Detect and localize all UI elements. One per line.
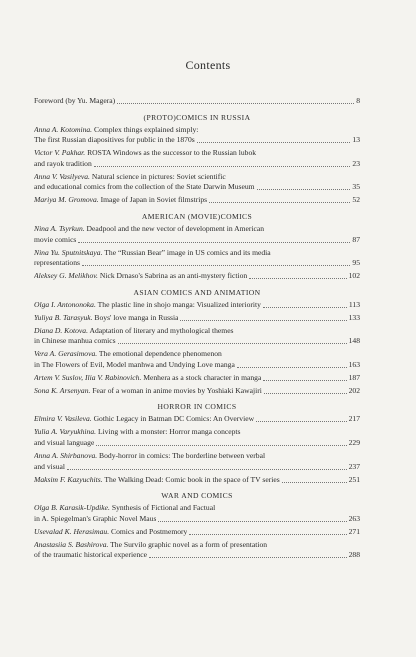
dot-leader [189, 534, 346, 535]
entry-title-line: Adaptation of literary and mythological themes [89, 325, 234, 335]
page-number: 35 [352, 182, 360, 192]
page-number: 8 [356, 96, 360, 105]
dot-leader [197, 142, 351, 143]
toc-entry[interactable] [34, 349, 360, 370]
page-number: 23 [352, 158, 360, 168]
entry-author: Vera A. Gerasimova. [34, 349, 98, 359]
entry-title-line: The first Russian diapositives for public in the 1870s [34, 135, 195, 145]
page-number: 187 [348, 372, 360, 382]
page-title: Contents [185, 58, 231, 72]
section-heading: HORROR IN COMICS [157, 402, 237, 412]
page-number: 163 [348, 359, 360, 369]
toc-sections [34, 113, 360, 561]
section-heading: WAR AND COMICS [161, 491, 233, 501]
entry-title-line: in A. Spiegelman's Graphic Novel Maus [34, 513, 157, 523]
entry-author: Maksim F. Kazyuchits. [34, 474, 103, 484]
page-number: 113 [348, 299, 360, 309]
entry-title-line: and visual [34, 461, 66, 471]
dot-leader [96, 445, 346, 446]
toc-entry[interactable] [34, 300, 360, 311]
toc-entry[interactable] [34, 326, 360, 347]
entry-title-line: and visual language [34, 437, 95, 447]
entry-author: Artem V. Suslov, Ilia V. Rabinovich. [34, 372, 142, 382]
entry-title-line: and educational comics from the collection of the State Darwin Museum [34, 182, 255, 192]
entry-author: Victor V. Pakhar. [34, 148, 86, 158]
dot-leader [263, 380, 346, 381]
toc-entry[interactable] [34, 224, 360, 245]
entry-title-line: The emotional dependence phenomenon [98, 349, 222, 359]
entry-title-line: Menhera as a stock character in manga [143, 372, 262, 382]
toc-entry[interactable] [34, 475, 360, 486]
entry-title-line: in The Flowers of Evil, Model manhwa and Undying Love manga [34, 359, 235, 369]
entry-title-line: Deadpool and the new vector of development in American [86, 223, 265, 233]
page-number: 95 [352, 258, 360, 268]
entry-title-line: Gothic Legacy in Batman DC Comics: An Overview [93, 414, 255, 424]
toc-entry[interactable] [34, 427, 360, 448]
entry-author: Mariya M. Gromova. [34, 195, 99, 205]
entry-title-line: movie comics [34, 234, 77, 244]
toc-entry[interactable] [34, 451, 360, 472]
entry-title-line: Nick Drnaso's Sabrina as an anti-mystery fiction [99, 271, 248, 281]
entry-author: Diana D. Kotova. [34, 325, 88, 335]
entry-title-line: Body-horror in comics: The borderline between verbal [99, 450, 266, 460]
entry-title-line: The plastic line in shojo manga: Visualized interiority [97, 299, 261, 309]
table-of-contents [34, 96, 360, 563]
page-number: 271 [348, 526, 360, 536]
page-number: 52 [352, 195, 360, 205]
page-number: 102 [348, 271, 360, 281]
dot-leader [149, 557, 347, 558]
toc-entry[interactable] [34, 527, 360, 538]
entry-title: Foreword (by Yu. Magera) [34, 96, 116, 105]
dot-leader [249, 278, 346, 279]
entry-title-line: representations [34, 258, 80, 268]
toc-entry[interactable] [34, 125, 360, 146]
page-number: 263 [348, 513, 360, 523]
page-number: 251 [348, 474, 360, 484]
entry-author: Yulia A. Varyukhina. [34, 427, 97, 437]
section-heading: (PROTO)COMICS IN RUSSIA [143, 112, 251, 122]
dot-leader [257, 189, 351, 190]
toc-entry[interactable] [34, 172, 360, 193]
dot-leader [118, 343, 347, 344]
entry-title-line: Fear of a woman in anime movies by Yoshiaki Kawajiri [92, 385, 262, 395]
dot-leader [94, 166, 351, 167]
toc-entry[interactable] [34, 503, 360, 524]
page-number: 217 [348, 414, 360, 424]
entry-title-line: ROSTA Windows as the successor to the Russian lubok [87, 148, 257, 158]
entry-author: Elmira V. Vasileva. [34, 414, 92, 424]
entry-author: Olga I. Antononoka. [34, 299, 96, 309]
toc-entry[interactable] [34, 148, 360, 169]
dot-leader [263, 307, 347, 308]
page-number: 13 [352, 135, 360, 145]
entry-title-line: Synthesis of Fictional and Factual [111, 503, 216, 513]
page-number: 237 [348, 461, 360, 471]
dot-leader [237, 367, 347, 368]
entry-author: Anna A. Kotomina. [34, 124, 93, 134]
entry-title-line: The Survilo graphic novel as a form of presentation [110, 539, 268, 549]
dot-leader [158, 521, 346, 522]
dot-leader [209, 202, 350, 203]
page-number: 133 [348, 312, 360, 322]
entry-author: Sona K. Arsenyan. [34, 385, 91, 395]
section-heading: AMERICAN (MOVIE)COMICS [141, 211, 253, 221]
entry-author: Nina Yu. Sputnitskaya. [34, 247, 103, 257]
page-number: 148 [348, 336, 360, 346]
entry-author: Anna V. Vasilyeva. [34, 171, 90, 181]
entry-author: Anna A. Shirbanova. [34, 450, 98, 460]
dot-leader [180, 320, 346, 321]
entry-title-line: The “Russian Bear” image in US comics and its media [104, 247, 271, 257]
dot-leader [264, 393, 347, 394]
entry-title-line: Comics and Postmemory [111, 526, 188, 536]
entry-author: Olga B. Karasik-Updike. [34, 503, 110, 513]
dot-leader [82, 265, 350, 266]
toc-entry[interactable] [34, 195, 360, 206]
toc-entry[interactable] [34, 248, 360, 269]
section-heading: ASIAN COMICS AND ANIMATION [133, 287, 261, 297]
entry-title-line: Natural science in pictures: Soviet scientific [91, 171, 226, 181]
toc-entry[interactable] [34, 386, 360, 397]
entry-title-line: of the traumatic historical experience [34, 550, 148, 560]
toc-entry[interactable] [34, 373, 360, 384]
page-number: 87 [352, 234, 360, 244]
entry-author: Aleksey G. Melikhov. [34, 271, 98, 281]
page-number: 229 [348, 437, 360, 447]
entry-author: Yuliya B. Tarasyuk. [34, 312, 93, 322]
toc-entry[interactable] [34, 271, 360, 282]
dot-leader [256, 421, 347, 422]
dot-leader [117, 103, 354, 104]
entry-title-line: Complex things explained simply: [94, 124, 199, 134]
entry-author: Usevalad K. Herasimau. [34, 526, 110, 536]
entry-author: Anastasiia S. Bashirova. [34, 539, 109, 549]
entry-title-line: Living with a monster: Horror manga concepts [97, 427, 241, 437]
toc-entry[interactable] [34, 414, 360, 425]
toc-entry[interactable] [34, 540, 360, 561]
page-number: 288 [348, 550, 360, 560]
entry-author: Nina A. Tsyrkun. [34, 223, 85, 233]
entry-title-line: Boys' love manga in Russia [94, 312, 179, 322]
entry-title-line: and rayok tradition [34, 158, 92, 168]
foreword-entry[interactable] [34, 96, 360, 107]
page-number: 202 [348, 385, 360, 395]
entry-title-line: in Chinese manhua comics [34, 336, 116, 346]
dot-leader [78, 242, 350, 243]
toc-entry[interactable] [34, 313, 360, 324]
dot-leader [67, 469, 347, 470]
entry-title-line: The Walking Dead: Comic book in the space of TV series [104, 474, 280, 484]
entry-title-line: Image of Japan in Soviet filmstrips [100, 195, 208, 205]
dot-leader [282, 482, 347, 483]
